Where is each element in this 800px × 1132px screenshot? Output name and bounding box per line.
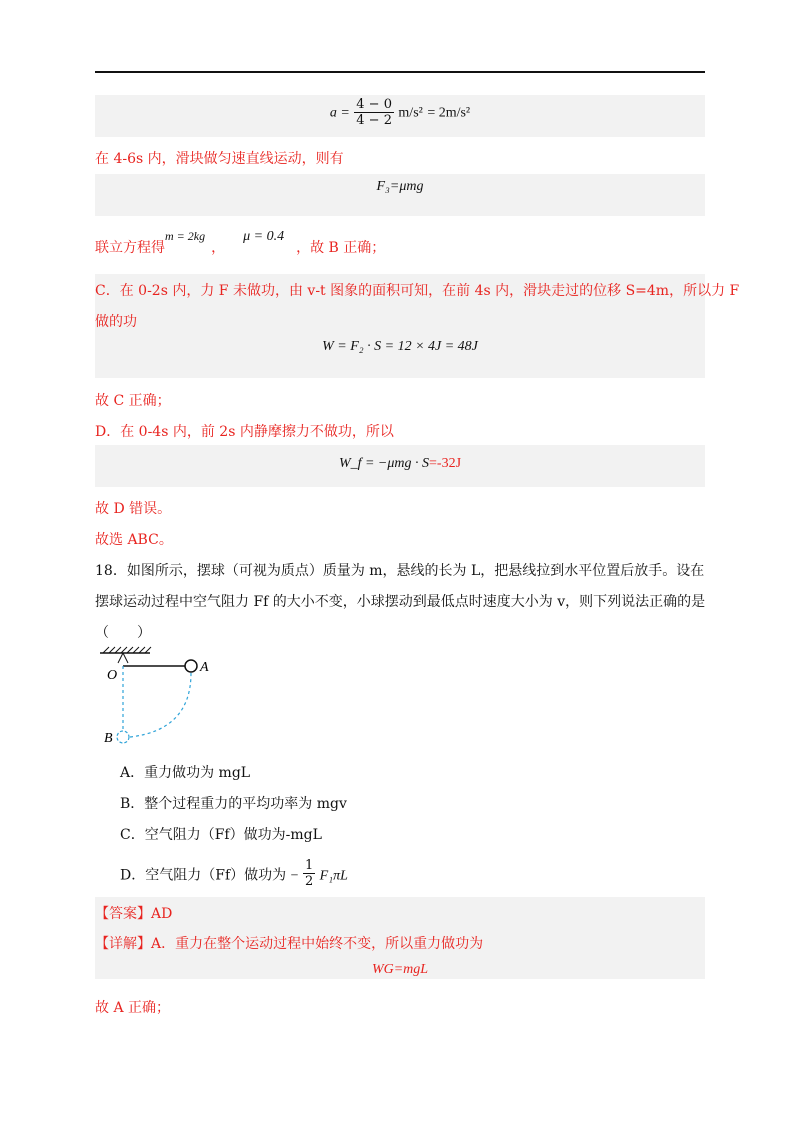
- formula-acceleration: [95, 97, 705, 128]
- text-line-4-6s: 在 4-6s 内，滑块做匀速直线运动，则有: [95, 151, 344, 167]
- formula-gravity-work: WG=mgL: [371, 962, 429, 977]
- answer-line: 【答案】AD: [95, 906, 173, 922]
- eq1-unit: m/s²: [398, 105, 423, 121]
- eq1-denominator: 4 − 2: [356, 113, 392, 128]
- solve-mass: m = 2kg: [165, 229, 206, 243]
- eq1-fraction: [354, 97, 394, 128]
- option-d-fraction: [303, 858, 315, 889]
- solve-suffix: ，故 B 正确；: [296, 240, 386, 256]
- option-c-explanation-2: 做的功: [95, 314, 137, 330]
- formula-friction-work: [95, 455, 705, 472]
- detail-line: 【详解】A．重力在整个运动过程中始终不变，所以重力做功为: [95, 936, 484, 952]
- option-d: [120, 860, 348, 891]
- solve-prefix: 联立方程得: [95, 240, 165, 256]
- text-line-solve: [95, 229, 386, 257]
- pendulum-figure: [95, 645, 235, 750]
- eq1-result: = 2m/s²: [427, 105, 471, 121]
- question-18-line-1: 18．如图所示，摆球（可视为质点）质量为 m，悬线的长为 L，把悬线拉到水平位置后放手。设在: [95, 563, 705, 579]
- eq4-result: =-32J: [429, 456, 462, 471]
- swing-arc: [130, 673, 191, 737]
- eq4-main: W_f = −μmg · S: [338, 456, 430, 471]
- option-d-denominator: 2: [304, 874, 314, 889]
- option-a: A．重力做功为 mgL: [120, 765, 251, 781]
- question-18-line-2: 摆球运动过程中空气阻力 Ff 的大小不变，小球摆动到最低点时速度大小为 v，则下列说法正确的是: [95, 594, 706, 610]
- option-b: B．整个过程重力的平均功率为 mgv: [120, 796, 347, 812]
- solve-mu: μ = 0.4: [243, 229, 285, 244]
- formula-work: W = F₂ · S = 12 × 4J = 48J: [322, 339, 478, 354]
- formula-friction: F₃=μmg: [376, 179, 424, 194]
- solve-comma: ，: [211, 240, 226, 256]
- label-a: A: [200, 660, 209, 675]
- option-d-term: F₁πL: [319, 868, 348, 884]
- option-d-explanation: D．在 0-4s 内，前 2s 内静摩擦力不做功，所以: [95, 424, 394, 440]
- option-d-numerator: 1: [304, 858, 314, 873]
- text-c-correct: 故 C 正确；: [95, 393, 171, 409]
- eq1-numerator: 4 − 0: [356, 97, 392, 112]
- ball-a: [185, 660, 197, 672]
- text-choose-abc: 故选 ABC。: [95, 532, 173, 548]
- header-rule: [95, 71, 705, 73]
- option-d-sign: −: [290, 868, 299, 884]
- option-d-text: D．空气阻力（Ff）做功为: [120, 867, 287, 884]
- option-c: C．空气阻力（Ff）做功为-mgL: [120, 827, 322, 843]
- text-d-wrong: 故 D 错误。: [95, 501, 172, 517]
- option-c-explanation-1: C．在 0-2s 内，力 F 未做功，由 v-t 图象的面积可知，在前 4s 内，滑块走过的位移 S=4m，所以力 F: [95, 283, 740, 299]
- ceiling-hatch: [103, 647, 151, 653]
- eq1-lhs: a =: [329, 105, 350, 121]
- ball-b: [117, 731, 129, 743]
- label-b: B: [104, 731, 113, 746]
- label-o: O: [107, 668, 118, 683]
- question-18-blank: （ ）: [95, 625, 151, 641]
- text-a-correct: 故 A 正确；: [95, 1000, 171, 1016]
